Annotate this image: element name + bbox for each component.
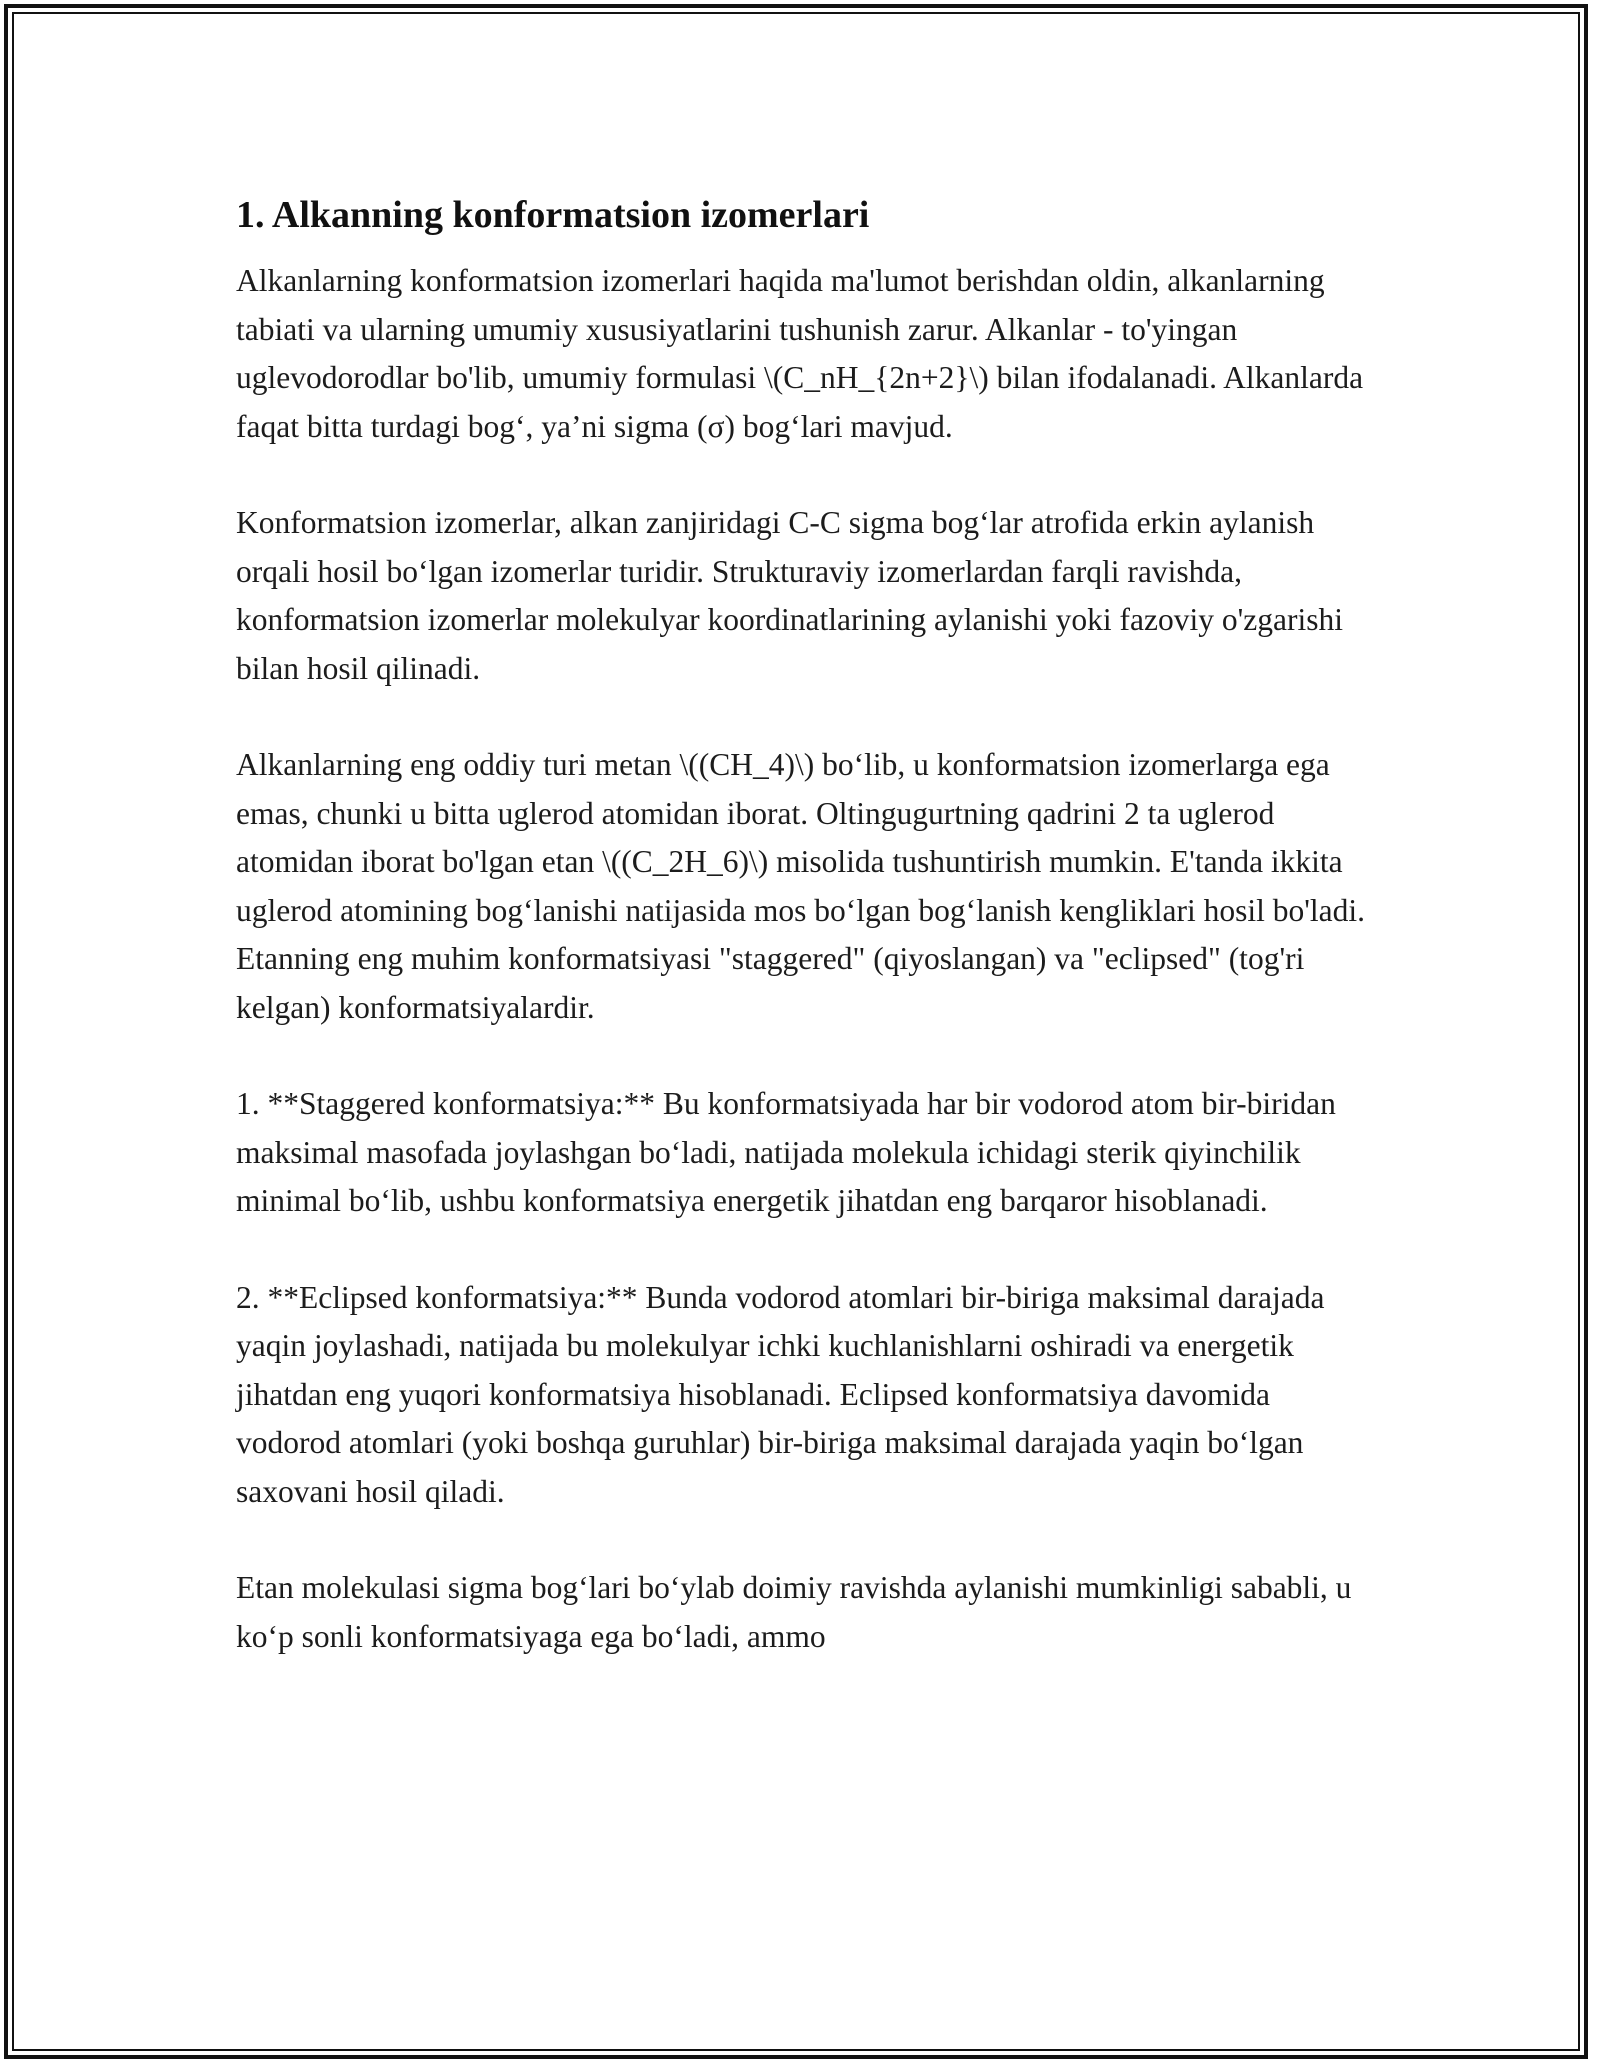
paragraph-eclipsed: 2. **Eclipsed konformatsiya:** Bunda vodorod atomlari bir-biriga maksimal darajada yaqin joylashadi, natijada bu molekulyar ichki kuchlanishlarni oshiradi va energetik jihatdan eng yuqori konformatsiya hisoblanadi. Eclipsed konformatsiya davomida vodorod atomlari (yoki boshqa guruhlar) bir-biriga maksimal darajada yaqin bo‘lgan saxovani hosil qiladi. [236, 1279, 1325, 1509]
section-heading: 1. Alkanning konformatsion izomerlari [236, 194, 870, 236]
paragraph-staggered: 1. **Staggered konformatsiya:** Bu konformatsiyada har bir vodorod atom bir-biridan maksimal masofada joylashgan bo‘ladi, natijada molekula ichidagi sterik qiyinchilik minimal bo‘lib, ushbu konformatsiya energetik jihatdan eng barqaror hisoblanadi. [236, 1086, 1336, 1218]
paragraph-definition: Konformatsion izomerlar, alkan zanjiridagi C-C sigma bog‘lar atrofida erkin aylanish orqali hosil bo‘lgan izomerlar turidir. Strukturaviy izomerlardan farqli ravishda, konformatsion izomerlar molekulyar koordinatlarining aylanishi yoki fazoviy o'zgarishi bilan hosil qilinadi. [236, 505, 1344, 686]
paragraph-intro: Alkanlarning konformatsion izomerlari haqida ma'lumot berishdan oldin, alkanlarning tabiati va ularning umumiy xususiyatlarini tushunish zarur. Alkanlar - to'yingan uglevodorodlar bo'lib, umumiy formulasi \(C_nH_{2n+2}\) bilan ifodalanadi. Alkanlarda faqat bitta turdagi bog‘, ya’ni sigma (σ) bog‘lari mavjud. [236, 263, 1364, 444]
paragraph-conclusion: Etan molekulasi sigma bog‘lari bo‘ylab doimiy ravishda aylanishi mumkinligi sababli, u ko‘p sonli konformatsiyaga ega bo‘ladi, ammo [236, 1570, 1352, 1654]
document-body [236, 185, 1366, 1709]
paragraph-ethane: Alkanlarning eng oddiy turi metan \((CH_4)\) bo‘lib, u konformatsion izomerlarga ega emas, chunki u bitta uglerod atomidan iborat. Oltingugurtning qadrini 2 ta uglerod atomidan iborat bo'lgan etan \((C_2H_6)\) misolida tushuntirish mumkin. E'tanda ikkita uglerod atomining bog‘lanishi natijasida mos bo‘lgan bog‘lanish kengliklari hosil bo'ladi. Etanning eng muhim konformatsiyasi "staggered" (qiyoslangan) va "eclipsed" (tog'ri kelgan) konformatsiyalardir. [236, 747, 1366, 1025]
